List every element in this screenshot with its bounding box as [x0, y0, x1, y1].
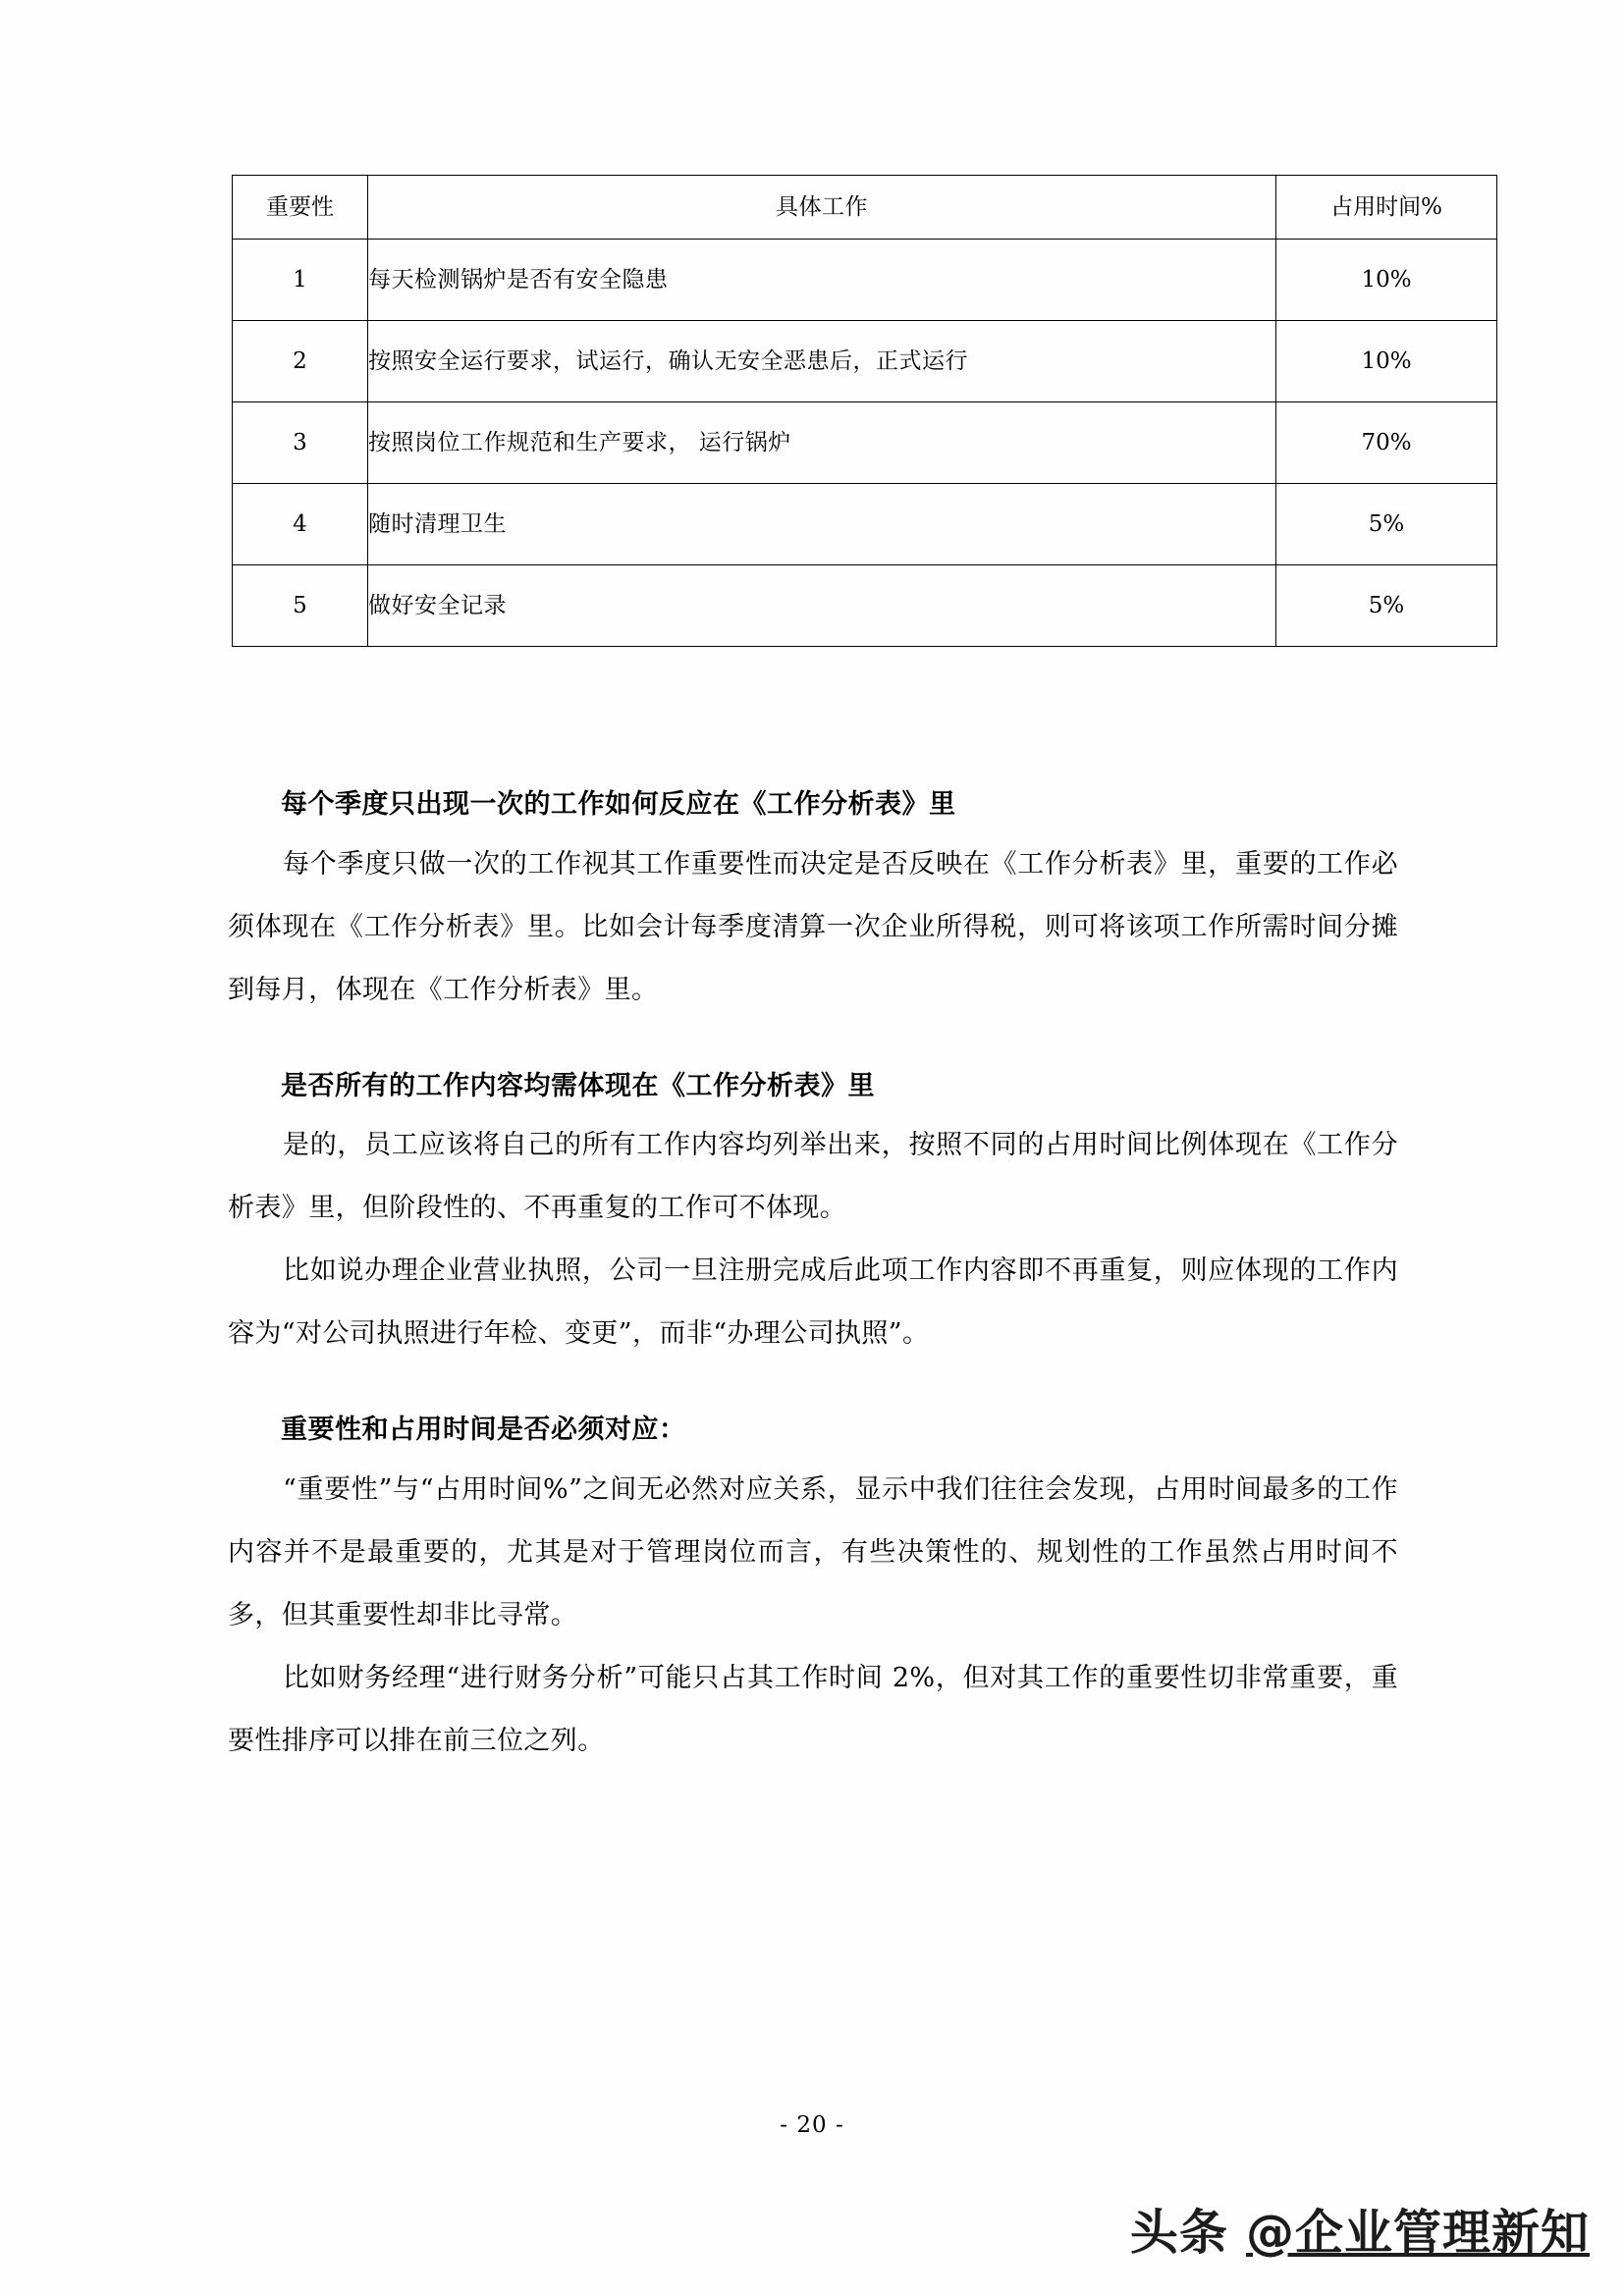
table-row [233, 240, 1497, 321]
section-paragraph: 每个季度只做一次的工作视其工作重要性而决定是否反映在《工作分析表》里，重要的工作必须体现在《工作分析表》里。比如会计每季度清算一次企业所得税，则可将该项工作所需时间分摊到每月，体现在《工作分析表》里。 [228, 848, 1398, 1005]
section-heading: 每个季度只出现一次的工作如何反应在《工作分析表》里 [281, 789, 956, 820]
cell-importance: 3 [233, 402, 368, 484]
table-row [233, 484, 1497, 565]
section-heading: 重要性和占用时间是否必须对应： [281, 1415, 686, 1445]
cell-time-pct: 5% [1276, 484, 1497, 565]
work-analysis-table [232, 175, 1497, 647]
cell-importance: 5 [233, 565, 368, 647]
watermark-handle: @企业管理新知 [1245, 2205, 1590, 2261]
watermark-source: 头条 [1129, 2205, 1228, 2261]
table-header-row [233, 176, 1497, 240]
table-header-work: 具体工作 [368, 176, 1276, 240]
cell-work: 随时清理卫生 [368, 484, 1276, 565]
cell-importance: 2 [233, 321, 368, 402]
spacer [228, 1451, 1398, 1459]
table-header-time-pct: 占用时间% [1276, 176, 1497, 240]
section-paragraph: 比如财务经理“进行财务分析”可能只占其工作时间 2%，但对其工作的重要性切非常重要，重要性排序可以排在前三位之列。 [228, 1662, 1398, 1756]
section-heading: 是否所有的工作内容均需体现在《工作分析表》里 [281, 1070, 875, 1101]
section-paragraph: 是的，员工应该将自己的所有工作内容均列举出来，按照不同的占用时间比例体现在《工作分析表》里，但阶段性的、不再重复的工作可不体现。 [228, 1130, 1398, 1223]
section-paragraph: 比如说办理企业营业执照，公司一旦注册完成后此项工作内容即不再重复，则应体现的工作内容为“对公司执照进行年检、变更”，而非“办理公司执照”。 [228, 1255, 1398, 1349]
page-number: - 20 - [780, 2112, 844, 2138]
watermark [1130, 2195, 1590, 2264]
table-row [233, 321, 1497, 402]
cell-time-pct: 5% [1276, 565, 1497, 647]
work-analysis-table-container [232, 175, 1496, 647]
table-row [233, 565, 1497, 647]
table-header-importance: 重要性 [233, 176, 368, 240]
cell-time-pct: 70% [1276, 402, 1497, 484]
cell-work: 做好安全记录 [368, 565, 1276, 647]
document-body [228, 785, 1398, 1773]
spacer [228, 1365, 1398, 1411]
cell-work: 按照岗位工作规范和生产要求， 运行锅炉 [368, 402, 1276, 484]
cell-importance: 4 [233, 484, 368, 565]
cell-importance: 1 [233, 240, 368, 321]
spacer [228, 826, 1398, 833]
cell-time-pct: 10% [1276, 321, 1497, 402]
section-paragraph: “重要性”与“占用时间%”之间无必然对应关系，显示中我们往往会发现，占用时间最多的工作内容并不是最重要的，尤其是对于管理岗位而言，有些决策性的、规划性的工作虽然占用时间不多，但其重要性却非比寻常。 [228, 1473, 1398, 1630]
cell-time-pct: 10% [1276, 240, 1497, 321]
cell-work: 每天检测锅炉是否有安全隐患 [368, 240, 1276, 321]
spacer [228, 1106, 1398, 1114]
cell-work: 按照安全运行要求，试运行，确认无安全恶患后，正式运行 [368, 321, 1276, 402]
table-row [233, 402, 1497, 484]
spacer [228, 1022, 1398, 1067]
